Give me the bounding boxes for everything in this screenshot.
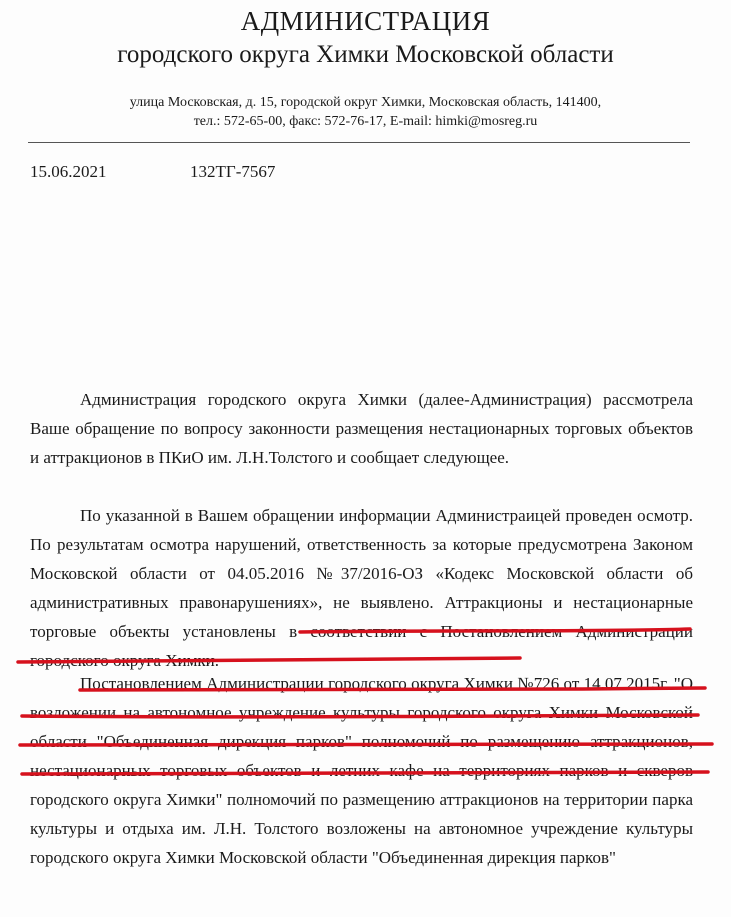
letterhead-address bbox=[0, 93, 731, 131]
letterhead-title: АДМИНИСТРАЦИЯ bbox=[240, 6, 491, 36]
letterhead-subtitle: городского округа Химки Московской области bbox=[117, 41, 614, 68]
document-number: 132ТГ-7567 bbox=[190, 162, 276, 181]
address-line: улица Московская, д. 15, городской округ Химки, Московская область, 141400, bbox=[129, 95, 602, 110]
contact-line: тел.: 572-65-00, факс: 572-76-17, E-mail: himki@mosreg.ru bbox=[193, 114, 538, 129]
body-paragraph-2: По указанной в Вашем обращении информации Администраицей проведен осмотр. По результатам осмотра нарушений, ответственность за которые предусмотрена Законом Московской области от 04.05.2016 №37/2016-ОЗ «Кодекс Московской области об административных правонарушениях», не выявлено. Аттракционы и нестационарные торговые объекты установлены в соответствии с Постановлением Администрации городского округа Химки. bbox=[30, 506, 693, 670]
body-paragraph-1: Администрация городского округа Химки (далее-Администрация) рассмотрела Ваше обращение по вопросу законности размещения нестационарных торговых объектов и аттракционов в ПКиО им. Л.Н.Толстого и сообщает следующее. bbox=[30, 390, 693, 467]
document-date: 15.06.2021 bbox=[30, 162, 107, 181]
body-paragraph-3: Постановлением Администрации городского округа Химки №726 от 14.07.2015г. "О возложении на автономное учреждение культуры городского округа Химки Московской области "Объединенная дирекция парков" полномочий по размещению аттракционов, нестационарных торговых объектов и летних кафе на территориях парков и скверов городского округа Химки" полномочий по размещению аттракционов на территории парка культуры и отдыха им. Л.Н. Толстого возложены на автономное учреждение культуры городского округа Химки Московской области "Объединенная дирекция парков" bbox=[30, 674, 693, 867]
letterhead-divider bbox=[28, 142, 690, 143]
